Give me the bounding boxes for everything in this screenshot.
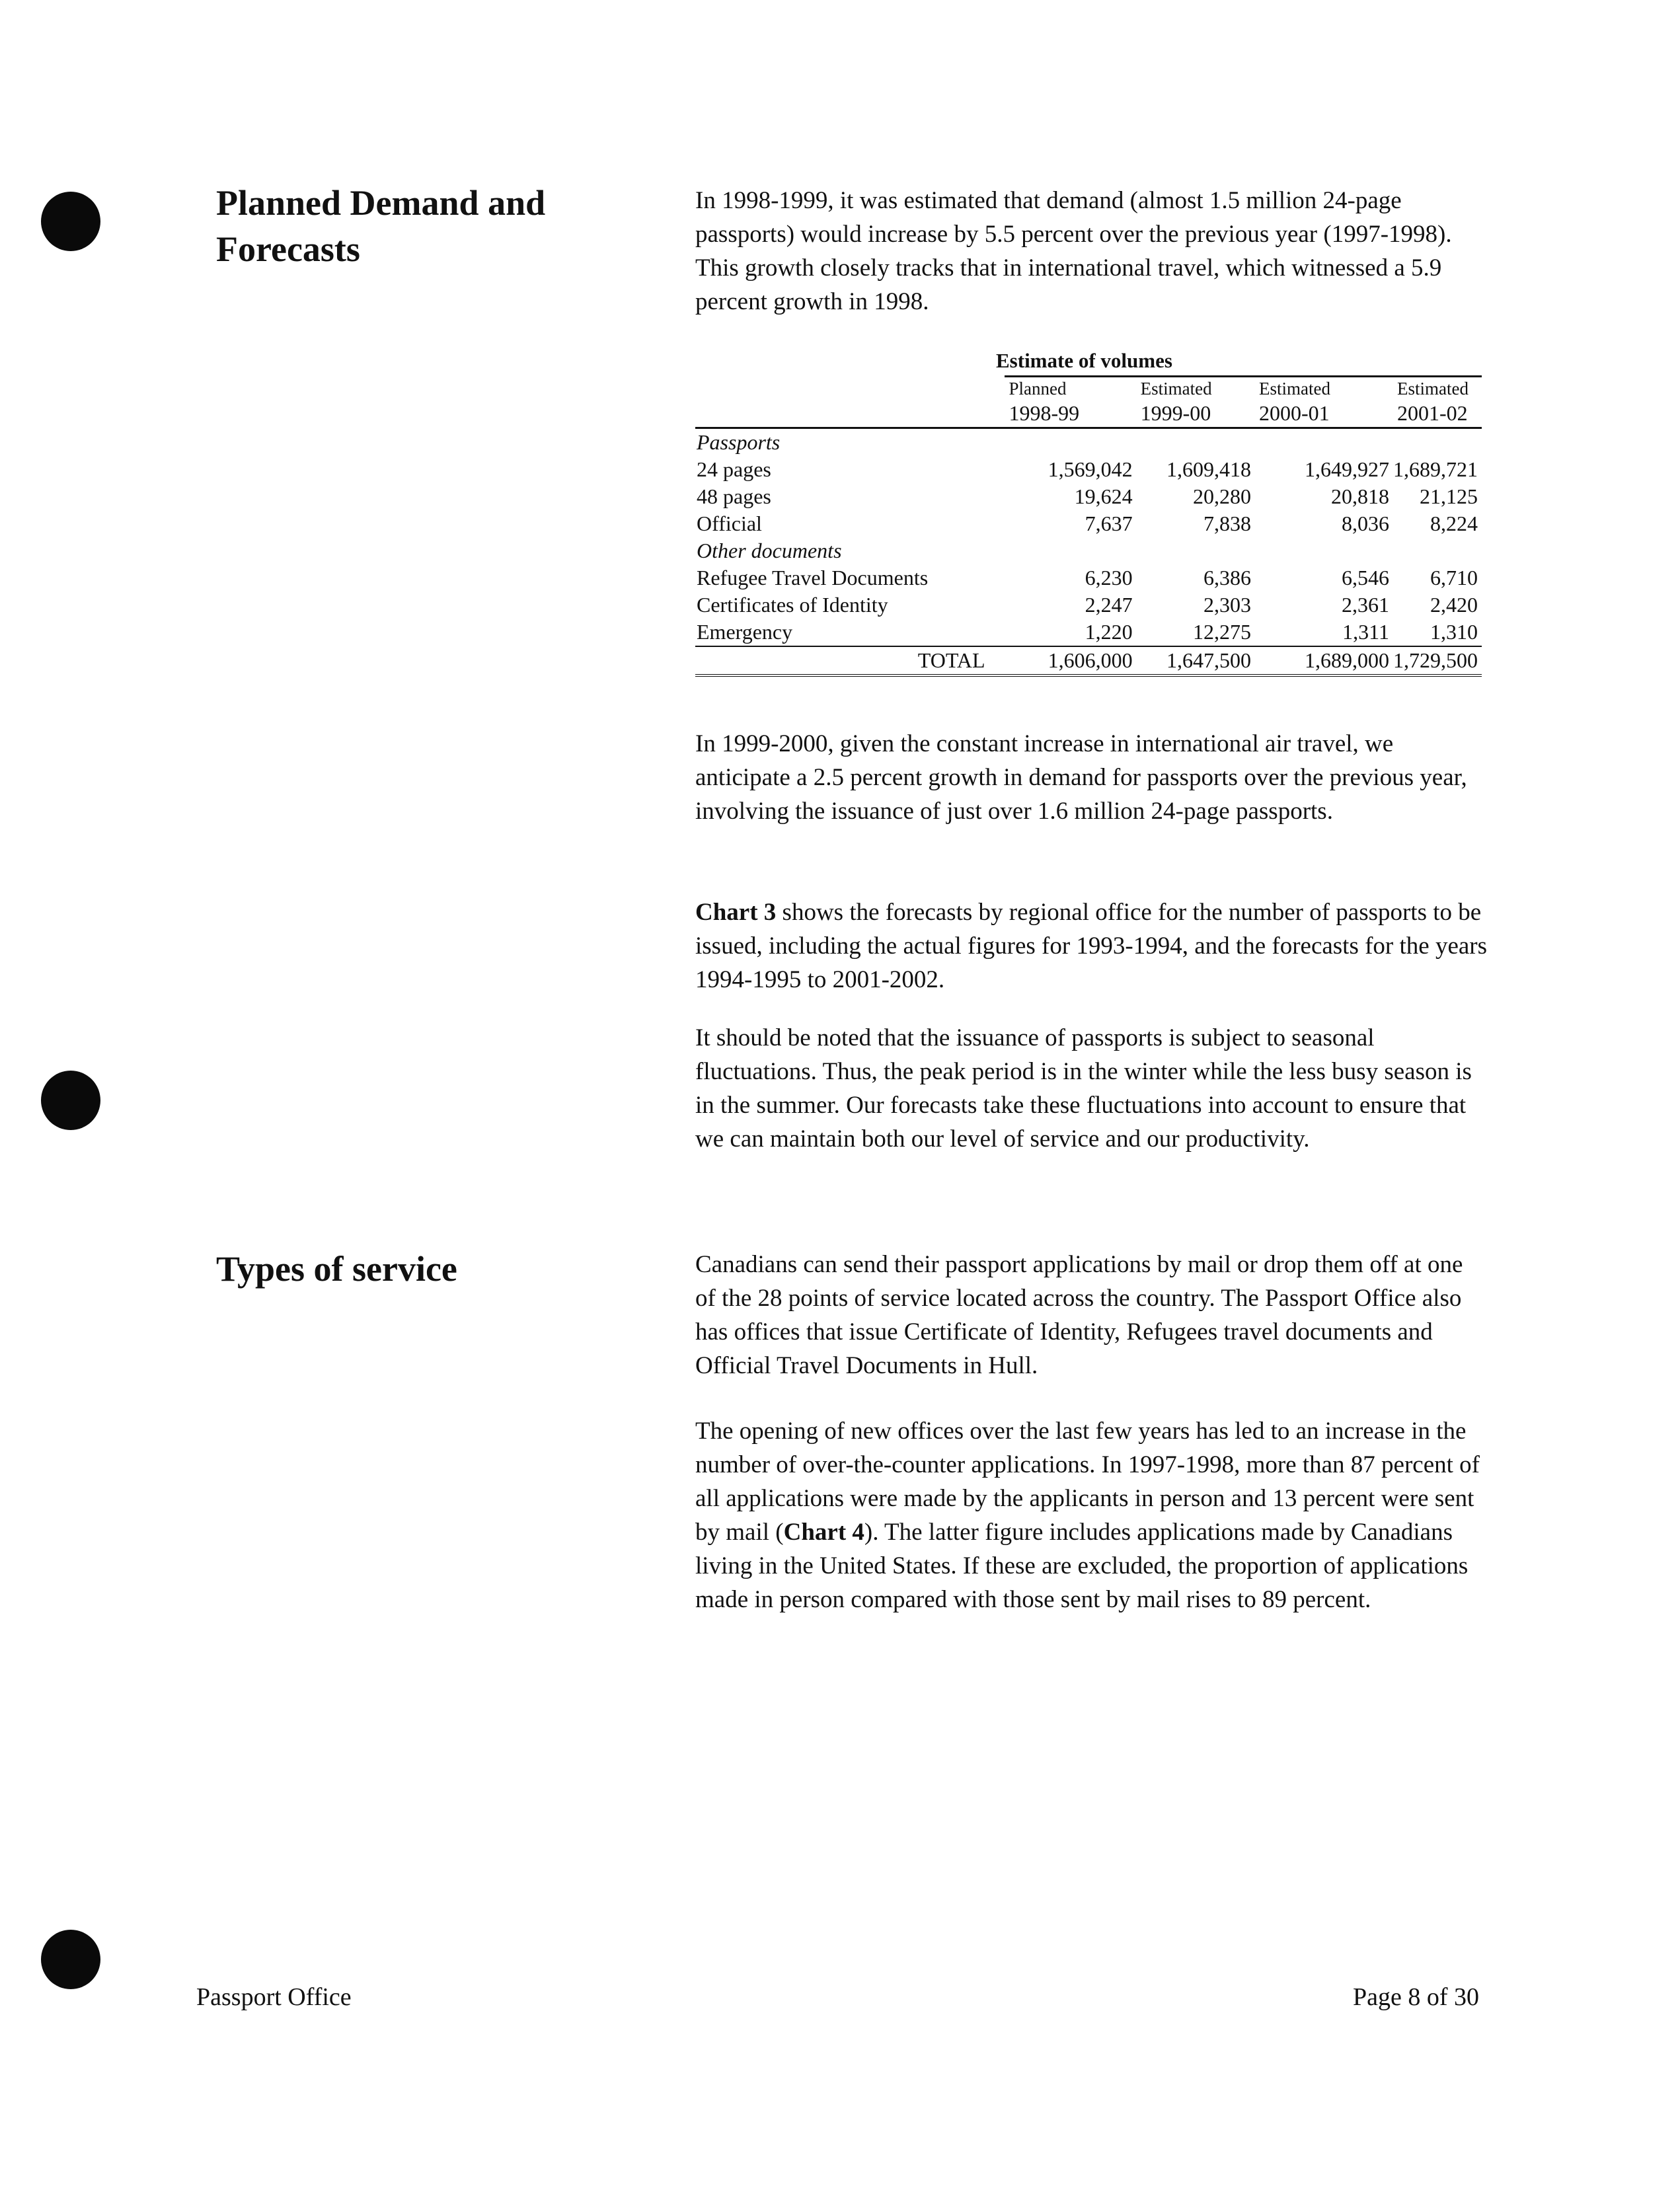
column-status: Estimated xyxy=(1393,377,1482,400)
table-header-status-row xyxy=(695,377,1482,400)
group-name-other-documents: Other documents xyxy=(697,539,842,562)
paragraph-chart-3-reference xyxy=(695,895,1488,997)
table-row xyxy=(695,619,1482,646)
row-label: 48 pages xyxy=(697,484,771,508)
paragraph-seasonal-fluctuations: It should be noted that the issuance of passports is subject to seasonal fluctuations. Thus, the peak period is in the winter while the less busy season is in the summer. Our forecasts take these fluctuations into account to ensure that we can maintain both our level of service and our productivity. xyxy=(695,1024,1472,1153)
table-row xyxy=(695,456,1482,483)
table-title: Estimate of volumes xyxy=(996,349,1172,372)
table-row xyxy=(695,564,1482,591)
table-group-header xyxy=(695,428,1482,457)
column-status: Planned xyxy=(1005,377,1136,400)
column-status: Estimated xyxy=(1137,377,1255,400)
cell-value: 7,838 xyxy=(1203,512,1251,535)
total-label: TOTAL xyxy=(695,646,1005,675)
paragraph-demand-estimate: In 1998-1999, it was estimated that demand (almost 1.5 million 24-page passports) would increase by 5.5 percent over the previous year (1997-1998). This growth closely tracks that in international travel, which witnessed a 5.9 percent growth in 1998. xyxy=(695,187,1452,315)
total-value: 1,647,500 xyxy=(1137,646,1255,675)
cell-value: 1,689,721 xyxy=(1393,457,1478,481)
row-label: Refugee Travel Documents xyxy=(697,566,929,589)
paragraph-application-channels: Canadians can send their passport applications by mail or drop them off at one of the 28 points of service located across the country. The Passport Office also has offices that issue Certificate of Identity, Refugees travel documents and Official Travel Documents in Hull. xyxy=(695,1251,1463,1379)
chart-3-label: Chart 3 xyxy=(695,899,777,926)
section-heading-types-of-service: Types of service xyxy=(216,1249,457,1289)
cell-value: 21,125 xyxy=(1420,484,1478,508)
cell-value: 1,311 xyxy=(1342,620,1389,644)
cell-value: 7,637 xyxy=(1085,512,1133,535)
total-value: 1,729,500 xyxy=(1393,646,1482,675)
cell-value: 12,275 xyxy=(1192,620,1251,644)
heading-line-1: Planned Demand and xyxy=(216,183,546,223)
total-value: 1,606,000 xyxy=(1005,646,1136,675)
table-group-header xyxy=(695,537,1482,564)
cell-value: 6,546 xyxy=(1341,566,1389,589)
footer-organization: Passport Office xyxy=(196,1983,352,2011)
binder-hole-middle xyxy=(41,1071,100,1130)
column-year: 2001-02 xyxy=(1393,400,1482,428)
binder-hole-bottom xyxy=(41,1930,100,1989)
table-header-year-row xyxy=(695,400,1482,428)
cell-value: 2,420 xyxy=(1430,593,1478,617)
cell-value: 1,220 xyxy=(1085,620,1133,644)
footer-page-number: Page 8 of 30 xyxy=(1353,1983,1480,2011)
group-name-passports: Passports xyxy=(697,430,781,454)
section-heading-planned-demand xyxy=(216,180,545,272)
paragraph-text: The opening of new offices over the last few years has led to an increase in the number of over-the-counter applications. In 1997-1998, more than 87 percent of all applications were made by the applicants in person and 13 percent were sent by mail ( xyxy=(695,1418,1480,1546)
cell-value: 6,710 xyxy=(1430,566,1478,589)
cell-value: 2,303 xyxy=(1203,593,1251,617)
cell-value: 20,280 xyxy=(1192,484,1251,508)
table-row xyxy=(695,591,1482,619)
paragraph-growth-forecast: In 1999-2000, given the constant increase in international air travel, we anticipate a 2.5 percent growth in demand for passports over the previous year, involving the issuance of just over 1.6 million 24-page passports. xyxy=(695,730,1467,825)
chart-4-label: Chart 4 xyxy=(783,1519,864,1546)
volumes-table xyxy=(695,375,1482,677)
row-label: Official xyxy=(697,512,762,535)
table-total-row xyxy=(695,646,1482,675)
paragraph-text: ). The latter figure includes applications made by Canadians living in the United States. If these are excluded, the proportion of applications made in person compared with those sent by mail rises to 89 percent. xyxy=(695,1519,1469,1613)
column-status: Estimated xyxy=(1255,377,1393,400)
total-value: 1,689,000 xyxy=(1255,646,1393,675)
cell-value: 8,036 xyxy=(1341,512,1389,535)
cell-value: 6,230 xyxy=(1085,566,1133,589)
cell-value: 8,224 xyxy=(1430,512,1478,535)
table-row xyxy=(695,510,1482,537)
column-year: 1998-99 xyxy=(1005,400,1136,428)
binder-hole-top xyxy=(41,192,100,251)
cell-value: 6,386 xyxy=(1203,566,1251,589)
row-label: Emergency xyxy=(697,620,793,644)
row-label: 24 pages xyxy=(697,457,771,481)
heading-line-2: Forecasts xyxy=(216,229,360,269)
cell-value: 20,818 xyxy=(1330,484,1389,508)
column-year: 1999-00 xyxy=(1137,400,1255,428)
cell-value: 1,310 xyxy=(1430,620,1478,644)
cell-value: 1,649,927 xyxy=(1304,457,1389,481)
cell-value: 2,361 xyxy=(1341,593,1389,617)
cell-value: 1,609,418 xyxy=(1166,457,1251,481)
cell-value: 19,624 xyxy=(1074,484,1133,508)
cell-value: 1,569,042 xyxy=(1048,457,1133,481)
column-year: 2000-01 xyxy=(1255,400,1393,428)
table-row xyxy=(695,483,1482,510)
cell-value: 2,247 xyxy=(1085,593,1133,617)
paragraph-text: shows the forecasts by regional office for the number of passports to be issued, including the actual figures for 1993-1994, and the forecasts for the years 1994-1995 to 2001-2002. xyxy=(695,899,1488,993)
row-label: Certificates of Identity xyxy=(697,593,888,617)
paragraph-over-the-counter xyxy=(695,1414,1488,1616)
